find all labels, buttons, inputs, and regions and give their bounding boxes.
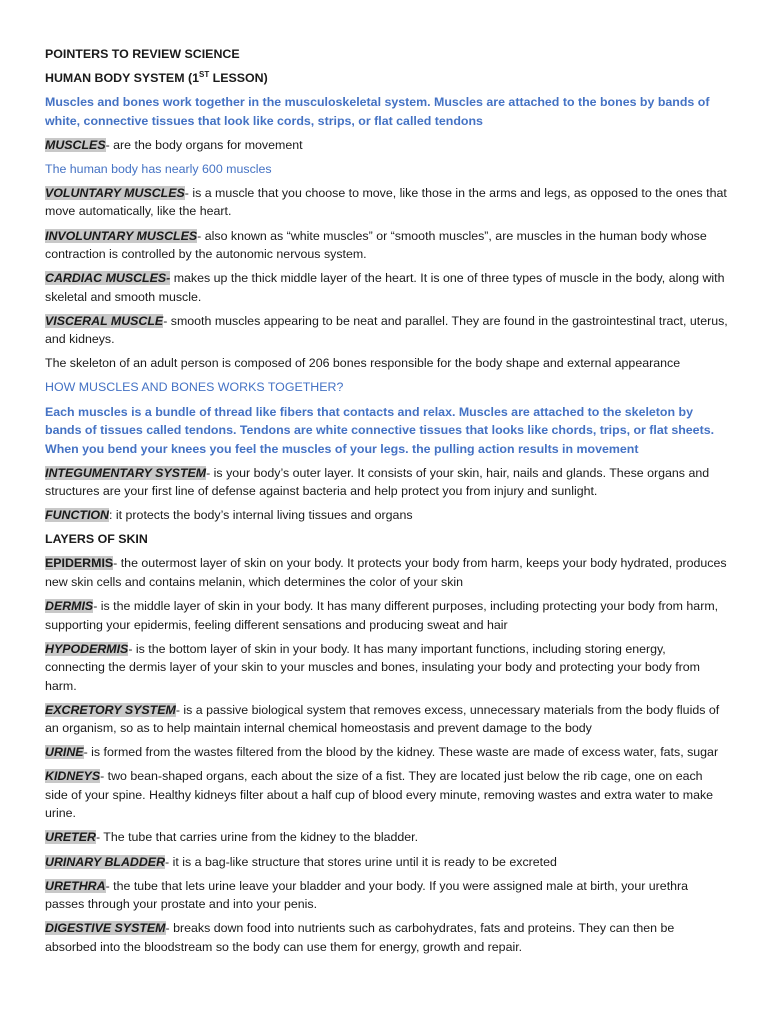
def-text: - smooth muscles appearing to be neat and parallel. They are found in the gastrointestinal tract, uterus, and kidneys. [45, 313, 728, 347]
def-text: - is a muscle that you choose to move, like those in the arms and legs, as opposed to the ones that move automatically, like the heart. [45, 185, 727, 219]
term-dermis: DERMIS [45, 599, 94, 613]
each-muscle-paragraph: Each muscles is a bundle of thread like fibers that contacts and relax. Muscles are attached to the skeleton by bands of tissues called tendons. Tendons are white connective tissues that looks like chords, trips, or flat sheets. When you bend your knees you feel the muscles of your legs. the pulling action results in movement [45, 404, 715, 456]
term-ureter: URETER [45, 830, 96, 845]
def-involuntary [45, 227, 728, 264]
def-visceral [45, 312, 728, 349]
def-text: - is formed from the wastes filtered from the blood by the kidney. These waste are made of excess water, fats, sugar [83, 745, 719, 760]
term-voluntary: VOLUNTARY MUSCLES [45, 185, 185, 200]
term-urine: URINE [45, 745, 84, 760]
def-text: - the tube that lets urine leave your bladder and your body. If you were assigned male at birth, your urethra passes through your prostate and into your penis. [45, 878, 689, 912]
def-integumentary [45, 464, 728, 501]
term-involuntary: INVOLUNTARY MUSCLES [45, 228, 198, 243]
term-digestive: DIGESTIVE SYSTEM [45, 921, 166, 936]
def-text: - is your body’s outer layer. It consists of your skin, hair, nails and glands. These organs and structures are your first line of defense against bacteria and help protect you from injury and sunlight. [45, 465, 710, 499]
term-urinary-bladder: URINARY BLADDER [45, 854, 166, 869]
def-voluntary [45, 184, 728, 221]
lesson-heading-sup: ST [198, 70, 210, 80]
skeleton-note: The skeleton of an adult person is composed of 206 bones responsible for the body shape and external appearance [45, 356, 681, 371]
def-text: : it protects the body’s internal living tissues and organs [109, 508, 413, 523]
term-cardiac: CARDIAC MUSCLES- [45, 271, 171, 286]
def-text: - two bean-shaped organs, each about the size of a fist. They are located just below the rib cage, one on each side of your spine. Healthy kidneys filter about a half cup of blood every minute, removing wastes and extra water to make urine. [45, 769, 714, 821]
def-text: makes up the thick middle layer of the heart. It is one of three types of muscle in the body, along with skeletal and smooth muscle. [45, 271, 725, 304]
def-urinary-bladder [45, 853, 728, 872]
term-function: FUNCTION [45, 508, 110, 523]
def-cardiac [45, 269, 728, 306]
layers-heading: LAYERS OF SKIN [45, 532, 148, 547]
def-urine [45, 743, 728, 762]
def-dermis [45, 597, 728, 634]
def-urethra [45, 877, 728, 914]
def-hypodermis [45, 640, 728, 696]
lesson-heading-after: LESSON) [209, 71, 268, 86]
def-kidneys [45, 767, 728, 823]
def-epidermis [45, 554, 728, 591]
lesson-heading [45, 69, 728, 88]
term-epidermis: EPIDERMIS [45, 556, 114, 571]
muscle-count-note: The human body has nearly 600 muscles [45, 161, 272, 176]
document-title: POINTERS TO REVIEW SCIENCE [45, 47, 240, 61]
def-ureter [45, 828, 728, 847]
def-text: - is the middle layer of skin in your body. It has many different purposes, including protecting your body from harm, supporting your epidermis, feeling different sensations and producing sweat and hair [45, 599, 719, 632]
term-hypodermis: HYPODERMIS [45, 641, 129, 656]
term-integumentary: INTEGUMENTARY SYSTEM [45, 465, 207, 480]
term-visceral: VISCERAL MUSCLE [45, 313, 164, 328]
def-text: - are the body organs for movement [105, 137, 303, 152]
def-digestive [45, 919, 728, 956]
term-urethra: URETHRA [45, 878, 106, 893]
def-function [45, 506, 728, 525]
def-text: - is the bottom layer of skin in your body. It has many important functions, including storing energy, connecting the dermis layer of your skin to your muscles and bones, insulating your body and protecting your body from harm. [45, 641, 700, 693]
def-muscles [45, 136, 728, 155]
def-excretory [45, 701, 728, 738]
how-together-heading: HOW MUSCLES AND BONES WORKS TOGETHER? [45, 380, 344, 395]
def-text: - it is a bag-like structure that stores urine until it is ready to be excreted [165, 854, 557, 869]
lesson-heading-before: HUMAN BODY SYSTEM (1 [45, 71, 199, 86]
def-text: - breaks down food into nutrients such as carbohydrates, fats and proteins. They can then be absorbed into the bloodstream so the body can use them for energy, growth and repair. [45, 921, 675, 954]
term-kidneys: KIDNEYS [45, 769, 101, 784]
intro-paragraph: Muscles and bones work together in the musculoskeletal system. Muscles are attached to the bones by bands of white, connective tissues that look like cords, strips, or flat called tendons [45, 95, 710, 128]
def-text: - also known as “white muscles” or “smooth muscles”, are muscles in the human body whose contraction is controlled by the autonomic nervous system. [45, 228, 707, 262]
def-text: - is a passive biological system that removes excess, unnecessary materials from the body fluids of an organism, so as to help maintain internal chemical homeostasis and prevent damage to the body [45, 702, 720, 736]
def-text: - the outermost layer of skin on your body. It protects your body from harm, keeps your body hydrated, produces new skin cells and contains melanin, which determines the color of your skin [45, 556, 727, 589]
def-text: - The tube that carries urine from the kidney to the bladder. [95, 830, 419, 845]
term-excretory: EXCRETORY SYSTEM [45, 702, 176, 717]
term-muscles: MUSCLES [45, 137, 106, 152]
